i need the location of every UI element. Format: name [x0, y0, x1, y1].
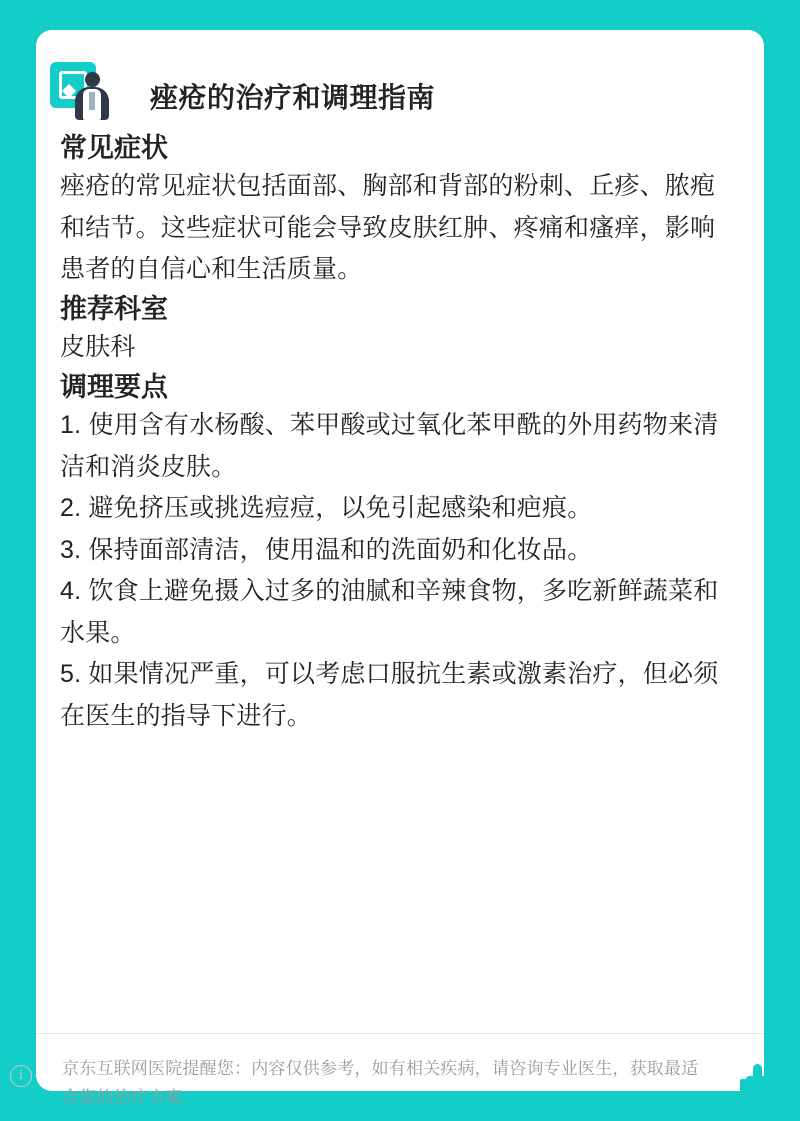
care-item: 4. 饮食上避免摄入过多的油腻和辛辣食物，多吃新鲜蔬菜和水果。 — [60, 577, 719, 647]
care-item: 5. 如果情况严重，可以考虑口服抗生素或激素治疗，但必须在医生的指导下进行。 — [60, 660, 719, 730]
person-shape — [74, 72, 110, 120]
person-tie-shape — [89, 92, 95, 110]
section-heading-department: 推荐科室 — [60, 293, 168, 324]
care-item: 3. 保持面部清洁，使用温和的洗面奶和化妆品。 — [60, 535, 593, 564]
content-body — [60, 130, 740, 737]
content-card — [36, 30, 764, 1091]
document-person-icon — [50, 62, 108, 120]
thumb-cuff-shape — [740, 1079, 747, 1095]
section-text-department: 皮肤科 — [60, 333, 136, 362]
section-heading-symptoms: 常见症状 — [60, 133, 168, 163]
section-text-symptoms: 痤疮的常见症状包括面部、胸部和背部的粉刺、丘疹、脓疱和结节。这些症状可能会导致皮肤红肿、疼痛和瘙痒，影响患者的自信心和生活质量。 — [60, 172, 716, 284]
footer-divider — [36, 1033, 764, 1034]
thumb-up-shape — [753, 1064, 762, 1078]
care-item: 1. 使用含有水杨酸、苯甲酸或过氧化苯甲酰的外用药物来清洁和消炎皮肤。 — [60, 411, 719, 481]
footer — [0, 1033, 800, 1121]
section-heading-care: 调理要点 — [60, 371, 168, 402]
person-head-shape — [85, 72, 100, 87]
page-title: 痤疮的治疗和调理指南 — [150, 82, 436, 113]
thumbs-up-icon[interactable] — [740, 1063, 774, 1097]
care-item: 2. 避免挤压或挑选痘痘，以免引起感染和疤痕。 — [60, 494, 593, 523]
thumb-pad-shape — [746, 1076, 770, 1095]
footer-disclaimer: 京东互联网医院提醒您：内容仅供参考，如有相关疾病，请咨询专业医生，获取最适合您的治疗方案 — [62, 1059, 699, 1107]
info-icon: i — [10, 1065, 32, 1087]
